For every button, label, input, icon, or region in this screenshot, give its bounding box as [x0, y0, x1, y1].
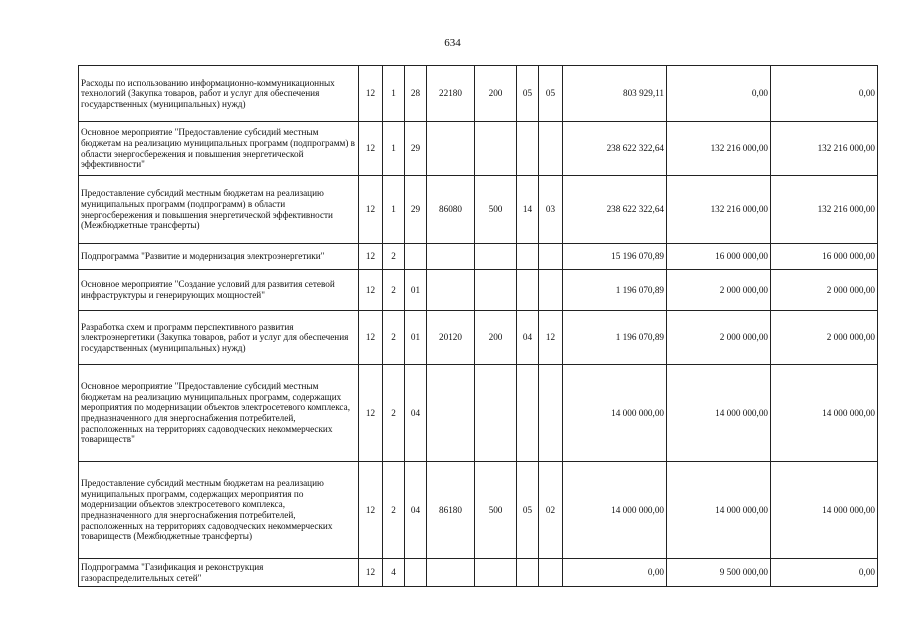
amount-year-2: 2 000 000,00: [667, 311, 771, 365]
subprogram-code: 2: [383, 311, 405, 365]
expense-type-code: [475, 122, 517, 176]
activity-code: [405, 559, 427, 587]
section-code: 05: [517, 462, 539, 559]
amount-year-3: 14 000 000,00: [771, 462, 878, 559]
amount-year-3: 14 000 000,00: [771, 365, 878, 462]
expense-type-code: [475, 365, 517, 462]
table-row: [79, 365, 878, 462]
row-name: Предоставление субсидий местным бюджетам на реализацию муниципальных программ (подпрограмм) в области энергосбережения и повышения энергетической эффективности (Межбюджетные трансферты): [79, 176, 359, 244]
direction-code: 20120: [427, 311, 475, 365]
direction-code: 86080: [427, 176, 475, 244]
table-row: [79, 66, 878, 122]
subprogram-code: 2: [383, 244, 405, 270]
direction-code: [427, 244, 475, 270]
expense-type-code: [475, 270, 517, 311]
row-name: Расходы по использованию информационно-коммуникационных технологий (Закупка товаров, работ и услуг для обеспечения государственных (муниципальных) нужд): [79, 66, 359, 122]
row-name: Разработка схем и программ перспективного развития электроэнергетики (Закупка товаров, работ и услуг для обеспечения государственных (муниципальных) нужд): [79, 311, 359, 365]
table-row: [79, 270, 878, 311]
section-code: 05: [517, 66, 539, 122]
amount-year-3: 0,00: [771, 559, 878, 587]
program-code: 12: [359, 244, 383, 270]
subprogram-code: 1: [383, 66, 405, 122]
amount-year-1: 238 622 322,64: [563, 122, 667, 176]
section-code: [517, 122, 539, 176]
expense-type-code: 500: [475, 176, 517, 244]
subsection-code: 02: [539, 462, 563, 559]
section-code: [517, 559, 539, 587]
subsection-code: 12: [539, 311, 563, 365]
row-name: Основное мероприятие "Создание условий для развития сетевой инфраструктуры и генерирующих мощностей": [79, 270, 359, 311]
row-name: Основное мероприятие "Предоставление субсидий местным бюджетам на реализацию муниципальных программ, содержащих мероприятия по модернизации объектов электросетевого комплекса, предназначенного для энергоснабжения потребителей, расположенных на территориях садоводческих некоммерческих товариществ": [79, 365, 359, 462]
amount-year-2: 9 500 000,00: [667, 559, 771, 587]
amount-year-1: 1 196 070,89: [563, 311, 667, 365]
amount-year-3: 16 000 000,00: [771, 244, 878, 270]
subprogram-code: 2: [383, 270, 405, 311]
activity-code: 04: [405, 462, 427, 559]
expense-type-code: 200: [475, 311, 517, 365]
table-row: [79, 559, 878, 587]
activity-code: 04: [405, 365, 427, 462]
subprogram-code: 1: [383, 176, 405, 244]
direction-code: 22180: [427, 66, 475, 122]
table-row: [79, 244, 878, 270]
program-code: 12: [359, 311, 383, 365]
activity-code: 01: [405, 311, 427, 365]
budget-table: [78, 65, 878, 587]
program-code: 12: [359, 559, 383, 587]
direction-code: [427, 122, 475, 176]
amount-year-3: 2 000 000,00: [771, 270, 878, 311]
activity-code: 29: [405, 122, 427, 176]
subsection-code: 05: [539, 66, 563, 122]
activity-code: 01: [405, 270, 427, 311]
section-code: 04: [517, 311, 539, 365]
direction-code: 86180: [427, 462, 475, 559]
amount-year-3: 0,00: [771, 66, 878, 122]
program-code: 12: [359, 365, 383, 462]
program-code: 12: [359, 270, 383, 311]
row-name: Подпрограмма "Газификация и реконструкция газораспределительных сетей": [79, 559, 359, 587]
section-code: 14: [517, 176, 539, 244]
amount-year-1: 1 196 070,89: [563, 270, 667, 311]
expense-type-code: [475, 559, 517, 587]
direction-code: [427, 559, 475, 587]
direction-code: [427, 365, 475, 462]
program-code: 12: [359, 462, 383, 559]
amount-year-2: 14 000 000,00: [667, 365, 771, 462]
direction-code: [427, 270, 475, 311]
amount-year-2: 132 216 000,00: [667, 176, 771, 244]
table-row: [79, 311, 878, 365]
amount-year-3: 132 216 000,00: [771, 176, 878, 244]
row-name: Предоставление субсидий местным бюджетам на реализацию муниципальных программ, содержащих мероприятия по модернизации объектов электросетевого комплекса, предназначенного для энергоснабжения потребителей, расположенных на территориях садоводческих некоммерческих товариществ (Межбюджетные трансферты): [79, 462, 359, 559]
amount-year-2: 0,00: [667, 66, 771, 122]
amount-year-3: 132 216 000,00: [771, 122, 878, 176]
amount-year-2: 2 000 000,00: [667, 270, 771, 311]
page-number: 634: [444, 37, 461, 49]
expense-type-code: 500: [475, 462, 517, 559]
section-code: [517, 365, 539, 462]
amount-year-2: 14 000 000,00: [667, 462, 771, 559]
subsection-code: [539, 270, 563, 311]
amount-year-1: 15 196 070,89: [563, 244, 667, 270]
subsection-code: [539, 365, 563, 462]
activity-code: [405, 244, 427, 270]
amount-year-2: 16 000 000,00: [667, 244, 771, 270]
amount-year-3: 2 000 000,00: [771, 311, 878, 365]
amount-year-1: 238 622 322,64: [563, 176, 667, 244]
amount-year-1: 0,00: [563, 559, 667, 587]
subprogram-code: 1: [383, 122, 405, 176]
subsection-code: 03: [539, 176, 563, 244]
expense-type-code: 200: [475, 66, 517, 122]
subprogram-code: 2: [383, 365, 405, 462]
activity-code: 28: [405, 66, 427, 122]
program-code: 12: [359, 66, 383, 122]
expense-type-code: [475, 244, 517, 270]
amount-year-2: 132 216 000,00: [667, 122, 771, 176]
subsection-code: [539, 122, 563, 176]
table-row: [79, 122, 878, 176]
program-code: 12: [359, 176, 383, 244]
table-row: [79, 176, 878, 244]
activity-code: 29: [405, 176, 427, 244]
subprogram-code: 4: [383, 559, 405, 587]
row-name: Подпрограмма "Развитие и модернизация электроэнергетики": [79, 244, 359, 270]
subsection-code: [539, 244, 563, 270]
amount-year-1: 14 000 000,00: [563, 462, 667, 559]
amount-year-1: 803 929,11: [563, 66, 667, 122]
row-name: Основное мероприятие "Предоставление субсидий местным бюджетам на реализацию муниципальных программ (подпрограмм) в области энергосбережения и повышения энергетической эффективности": [79, 122, 359, 176]
table-row: [79, 462, 878, 559]
section-code: [517, 270, 539, 311]
amount-year-1: 14 000 000,00: [563, 365, 667, 462]
subsection-code: [539, 559, 563, 587]
section-code: [517, 244, 539, 270]
program-code: 12: [359, 122, 383, 176]
subprogram-code: 2: [383, 462, 405, 559]
